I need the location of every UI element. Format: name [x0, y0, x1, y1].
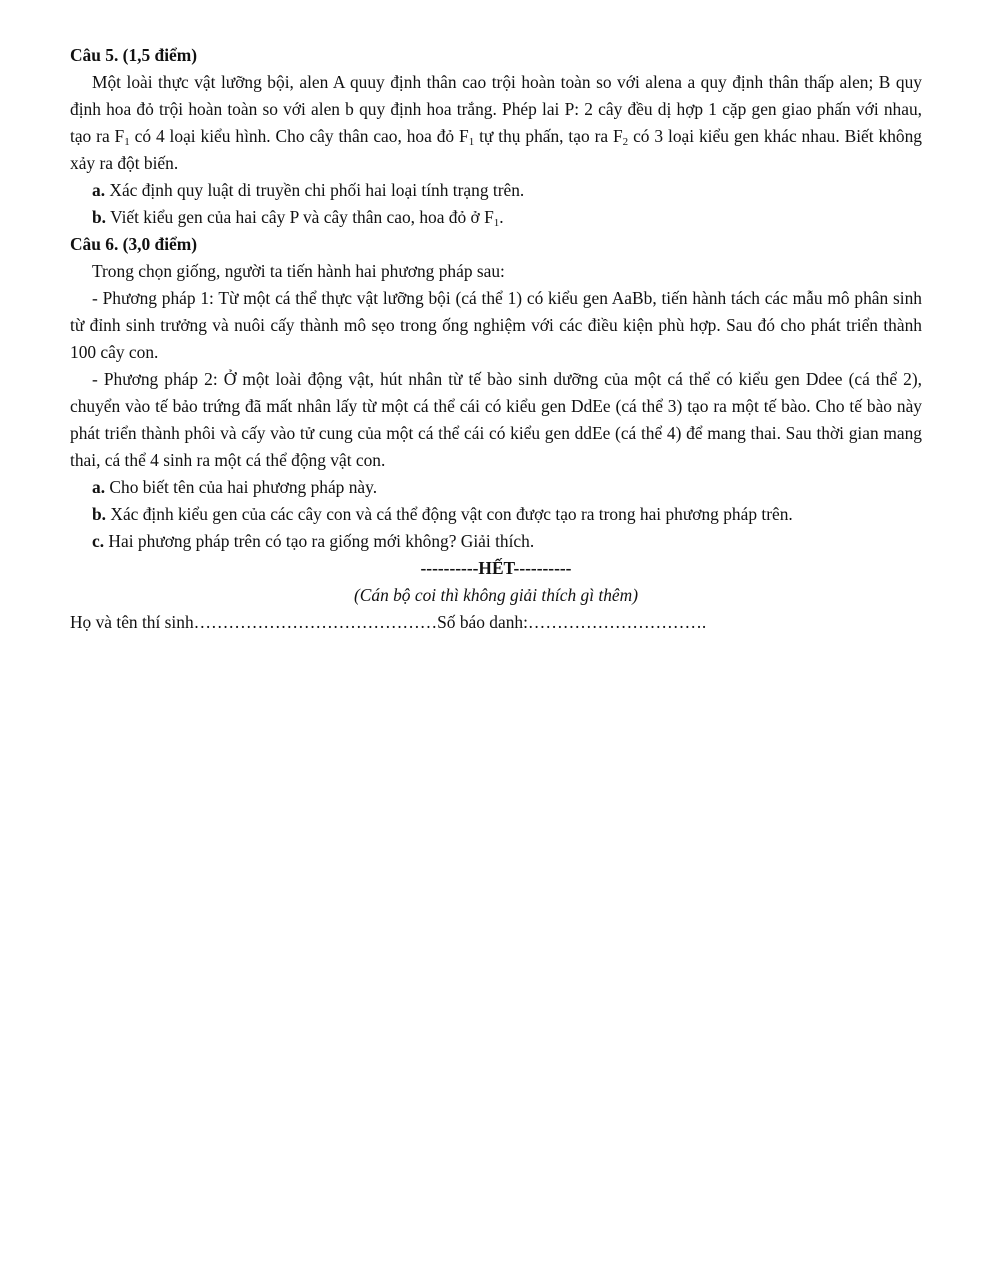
question-6-part-c: c. Hai phương pháp trên có tạo ra giống mới không? Giải thích. [92, 531, 535, 551]
candidate-info-line: Họ và tên thí sinh……………………………………Số báo danh:…………………………. [70, 612, 707, 632]
question-6-heading: Câu 6. (3,0 điểm) [70, 234, 198, 254]
question-6-intro: Trong chọn giống, người ta tiến hành hai phương pháp sau: [92, 261, 505, 281]
question-5-part-b: b. Viết kiểu gen của hai cây P và cây thân cao, hoa đỏ ở $F_1$. [92, 207, 504, 229]
exam-page [70, 42, 922, 636]
question-5-heading: Câu 5. (1,5 điểm) [70, 45, 198, 65]
question-6-part-b: b. Xác định kiểu gen của các cây con và cá thể động vật con được tạo ra trong hai phương pháp trên. [92, 504, 793, 524]
proctor-note: (Cán bộ coi thì không giải thích gì thêm) [353, 585, 638, 605]
question-6-method-2: - Phương pháp 2: Ở một loài động vật, hút nhân từ tế bào sinh dưỡng của một cá thể có kiểu gen Ddee (cá thể 2), chuyển vào tế bảo trứng đã mất nhân lấy từ một cá thể cái có kiểu gen DdEe (cá thể 3) tạo ra một tế bào. Cho tế bào này phát triển thành phôi và cấy vào tử cung của một cá thể cái có kiểu gen ddEe (cá thể 4) để mang thai. Sau thời gian mang thai, cá thể 4 sinh ra một cá thể động vật con. [70, 369, 922, 470]
question-5-part-a: a. Xác định quy luật di truyền chi phối hai loại tính trạng trên. [92, 180, 525, 200]
question-6-method-1: - Phương pháp 1: Từ một cá thể thực vật lưỡng bội (cá thể 1) có kiểu gen AaBb, tiến hành tách các mẫu mô phân sinh từ đỉnh sinh trưởng và nuôi cấy thành mô sẹo trong ống nghiệm với các điều kiện phù hợp. Sau đó cho phát triển thành 100 cây con. [70, 288, 922, 362]
question-5-intro: Một loài thực vật lưỡng bội, alen A quuy định thân cao trội hoàn toàn so với alena a quy định thân thấp alen; B quy định hoa đỏ trội hoàn toàn so với alen b quy định hoa trắng. Phép lai P: 2 cây đều dị hợp 1 cặp gen giao phấn với nhau, tạo ra $F_1$ có 4 loại kiểu hình. Cho cây thân cao, hoa đỏ $F_1$ tự thụ phấn, tạo ra $F_2$ có 3 loại kiểu gen khác nhau. Biết không xảy ra đột biến. [70, 72, 922, 173]
question-6-part-a: a. Cho biết tên của hai phương pháp này. [92, 477, 378, 497]
end-mark: ----------HẾT---------- [420, 558, 572, 578]
